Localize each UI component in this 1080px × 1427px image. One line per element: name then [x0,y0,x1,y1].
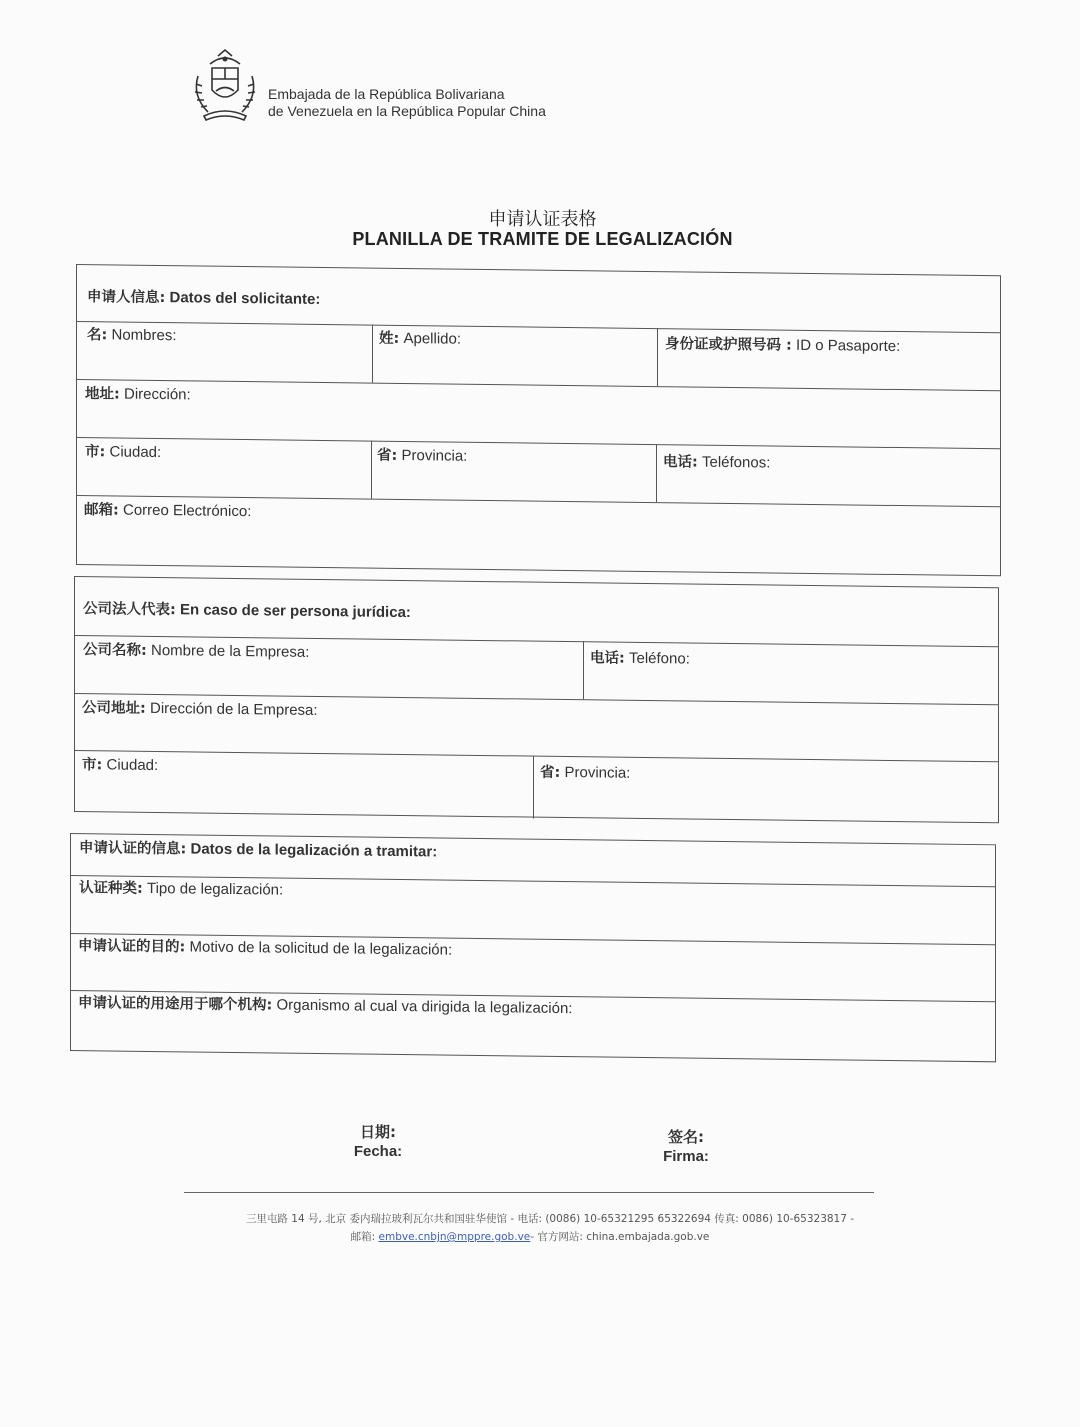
form-title-chinese: 申请认证表格 [488,209,597,229]
embassy-name-line1: Embajada de la República Bolivariana [268,86,505,102]
nombres-field[interactable]: 名: Nombres: [87,326,177,345]
empresa-ciudad-field[interactable]: 市: Ciudad: [82,756,159,775]
ciudad-field[interactable]: 市: Ciudad: [85,443,162,462]
footer-contact [0,1211,1060,1244]
id-pasaporte-field[interactable]: 身份证或护照号码 : ID o Pasaporte: [665,336,901,356]
provincia-field[interactable]: 省: Provincia: [377,446,468,465]
fecha-label: 日期: Fecha: [353,1123,403,1160]
direccion-field[interactable]: 地址: Dirección: [85,385,191,404]
motivo-field[interactable]: 申请认证的目的: Motivo de la solicitud de la legalización: [78,938,453,959]
empresa-provincia-field[interactable]: 省: Provincia: [540,763,631,782]
company-heading: 公司法人代表: En caso de ser persona jurídica: [83,601,411,622]
form-title-spanish: PLANILLA DE TRAMITE DE LEGALIZACIÓN [352,229,733,249]
company-section [74,576,999,823]
organismo-field[interactable]: 申请认证的用途用于哪个机构: Organismo al cual va dirigida la legalización: [78,995,573,1018]
firma-label: 签名: Firma: [663,1128,709,1165]
applicant-heading: 申请人信息: Datos del solicitante: [87,289,321,308]
tipo-legalizacion-field[interactable]: 认证种类: Tipo de legalización: [79,879,284,899]
applicant-section [76,264,1001,576]
coat-of-arms-emblem [188,46,262,124]
footer-website[interactable]: china.embajada.gob.ve [586,1231,710,1243]
footer-email-web-line: 邮箱: embve.cnbjn@mppre.gob.ve- 官方网站: china.embajada.gob.ve [350,1231,710,1243]
correo-field[interactable]: 邮箱: Correo Electrónico: [84,501,252,521]
footer-divider [184,1192,874,1193]
footer-email-link[interactable]: embve.cnbjn@mppre.gob.ve [378,1231,531,1243]
embassy-name [268,86,546,120]
apellido-field[interactable]: 姓: Apellido: [379,330,462,348]
empresa-telefono-field[interactable]: 电话: Teléfono: [590,649,690,668]
empresa-nombre-field[interactable]: 公司名称: Nombre de la Empresa: [83,641,310,661]
embassy-name-line2: de Venezuela en la República Popular China [268,103,546,119]
empresa-direccion-field[interactable]: 公司地址: Dirección de la Empresa: [82,699,318,719]
footer-address-line: 三里屯路 14 号, 北京 委内瑞拉玻利瓦尔共和国驻华使馆 - 电话: (0086) 10-65321295 65322694 传真: 0086) 10-65323817 - [245,1213,855,1225]
legalization-heading: 申请认证的信息: Datos de la legalización a tramitar: [79,840,438,861]
telefonos-field[interactable]: 电话: Teléfonos: [663,453,771,472]
legalization-section [70,833,996,1062]
